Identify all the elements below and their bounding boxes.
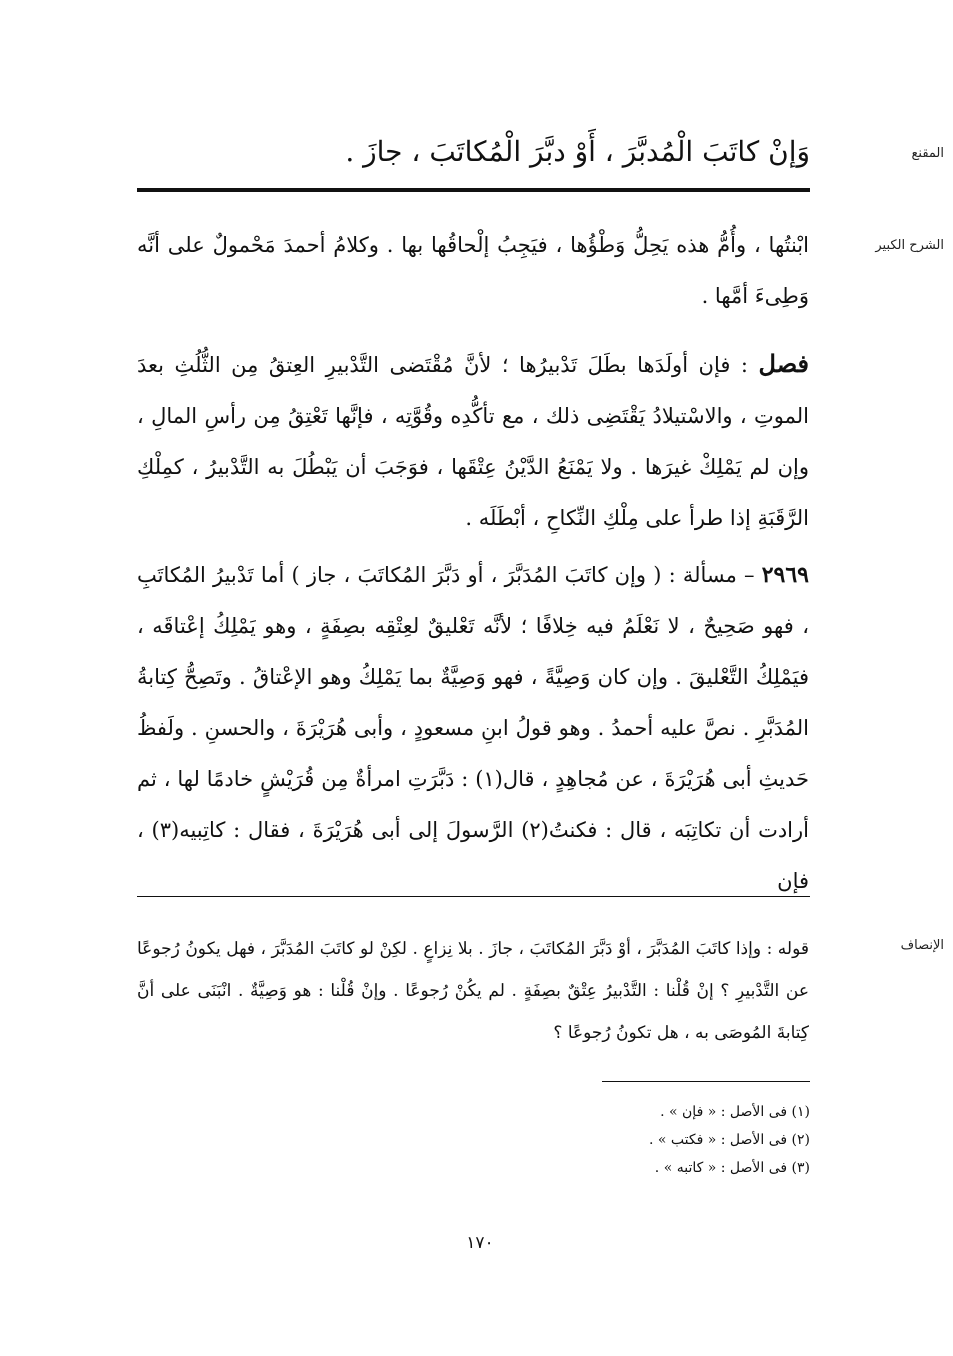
insaf-paragraph: قوله : وإذا كاتَبَ المُدَبَّرَ ، أوْ دَبَّرَ المُكاتَبَ ، جازَ . بلا نِزاعٍ . لكِنْ لو كاتَبَ المُدَبَّرَ ، فهل يكونُ رُجوعًا عن التَّدْبيرِ ؟ إنْ قُلْنا : التَّدْبيرُ عِتْقٌ بصِفَةٍ . لم يكُنْ رُجوعًا . وإنْ قُلْنا : هو وَصِيَّةٌ . انْبَنَى على أنَّ كِتابةَ المُوصَى به ، هل تكونُ رُجوعًا ؟	[137, 939, 809, 1043]
main-rule	[137, 896, 810, 897]
main-paragraph-2	[137, 338, 809, 544]
main-body	[137, 220, 809, 907]
main-paragraph-1: ابْنتُها ، وأُمُّ هذه يَحِلُّ وَطْؤُها ، فيَجِبُ إلْحاقُها بها . وكلامُ أحمدَ مَحْمولٌ على أنَّه وَطِىءَ أمَّها .	[137, 233, 809, 308]
main-paragraph-3	[137, 550, 809, 907]
header-label: المقنع	[911, 146, 944, 161]
page-number: ١٧٠	[466, 1233, 494, 1253]
footnotes	[480, 1098, 810, 1182]
insaf-body	[137, 928, 809, 1054]
header-rule	[137, 188, 810, 192]
issue-number: ٢٩٦٩	[761, 562, 809, 588]
footnote-rule	[602, 1081, 810, 1082]
insaf-label: الإنصاف	[900, 938, 944, 953]
footnote-2: (٢) فى الأصل : « فكتب » .	[648, 1132, 810, 1148]
fasl-keyword: فصل	[758, 349, 809, 378]
footnote-3: (٣) فى الأصل : « كاتبه » .	[654, 1160, 810, 1176]
main-label: الشرح الكبير	[875, 238, 944, 253]
issue-text: – مسألة : ( وإن كاتَبَ المُدَبَّرَ ، أو دَبَّرَ المُكاتَبَ ، جاز ) أما تَدْبيرُ المُكاتَبِ ، فهو صَحِيحٌ ، لا نَعْلَمُ فيه خِلافًا ؛ لأنَّه تَعْليقٌ لعِتْقِه بصِفَةٍ ، وهو يَمْلِكُ إعْتاقَه ، فيَمْلِكُ التَّعْليقَ . وإن كان وَصِيَّةً ، فهو وَصِيَّةٌ بما يَمْلِكُ وهو الإعْتاقُ . وتَصِحُّ كِتابةُ المُدَبَّرِ . نصَّ عليه أحمدُ . وهو قولُ ابنِ مسعودٍ ، وأبى هُرَيْرَةَ ، والحسنِ . ولَفظُ حَديثِ أبى هُرَيْرَةَ ، عن مُجاهِدٍ ، قال(١) : دَبَّرَتِ امرأةٌ مِن قُرَيْشٍ خادمًا لها ، ثم أرادت أن تكاتِبَه ، قال : فكنتُ(٢) الرَّسولَ إلى أبى هُرَيْرَةَ ، فقال : كاتِبيه(٣) ، فإن	[137, 563, 809, 893]
fasl-text: : فإن أولَدَها بطَلَ تَدْبيرُها ؛ لأنَّ مُقْتَضى التَّدْبيرِ العِتقُ مِن الثُّلُثِ بعدَ الموتِ ، والاسْتيلادُ يَقْتَضِى ذلك ، مع تأكُّدِه وقُوَّتِه ، فإنَّها تَعْتِقُ مِن رأسِ المالِ ، وإن لم يَمْلِكْ غيرَها . ولا يَمْنَعُ الدَّيْنُ عِتْقَها ، فوَجَبَ أن يَبْطُلَ به التَّدْبيرُ ، كمِلْكِ الرَّقَبَةِ إذا طرأ على مِلْكِ النِّكاحِ ، أبْطَلَه .	[137, 353, 809, 530]
footnote-1: (١) فى الأصل : « فإن » .	[660, 1104, 810, 1120]
header-text: وَإنْ كاتَبَ الْمُدبَّرَ ، أَوْ دبَّرَ الْمُكاتَبَ ، جازَ .	[345, 135, 810, 168]
